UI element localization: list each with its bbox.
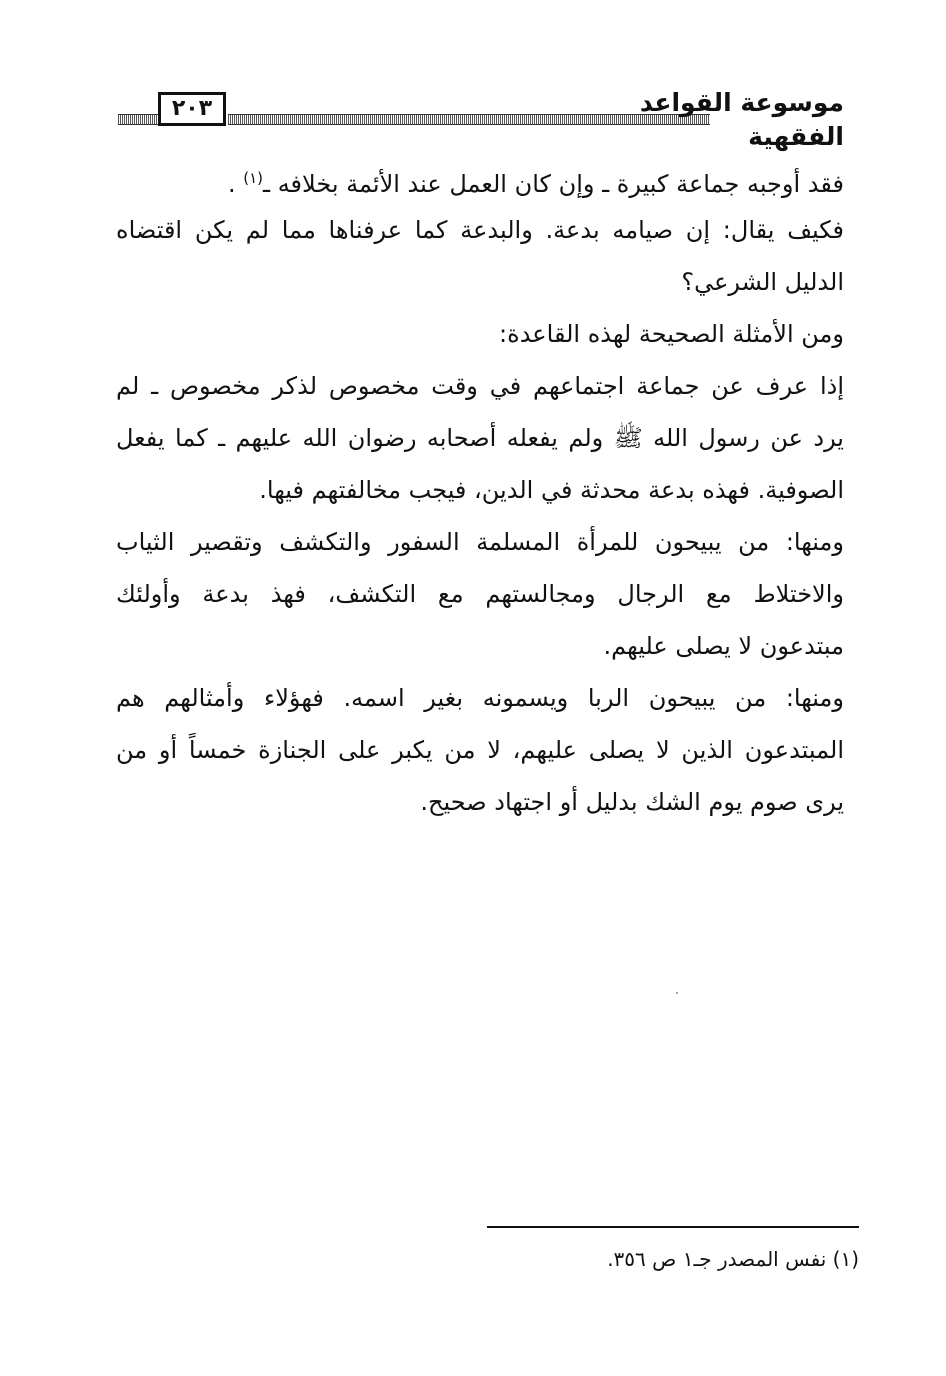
text-line: ومن الأمثلة الصحيحة لهذه القاعدة:: [499, 320, 844, 348]
text-line: فكيف يقال: إن صيامه بدعة. والبدعة كما عرفناها مما لم يكن اقتضاه: [116, 216, 844, 244]
main-text: [116, 152, 844, 828]
page-number: ٢٠٣: [158, 92, 226, 126]
text-line: المبتدعون الذين لا يصلى عليهم، لا من يكبر على الجنازة خمساً أو من: [116, 736, 844, 764]
text-line: يرى صوم يوم الشك بدليل أو اجتهاد صحيح.: [420, 788, 844, 816]
stray-mark: [676, 992, 678, 994]
line-end: .: [227, 170, 244, 198]
text-line: الدليل الشرعي؟: [681, 268, 844, 296]
text-line: [116, 152, 844, 204]
line-text: فقد أوجبه جماعة كبيرة ـ وإن كان العمل عند الأئمة بخلافه ـ: [263, 170, 844, 198]
running-title: موسوعة القواعد الفقهية: [639, 88, 844, 151]
page-header: [118, 86, 844, 151]
header-rule-left: [118, 114, 158, 125]
footnote: (١) نفس المصدر جـ١ ص ٣٥٦.: [607, 1247, 859, 1271]
text-line: والاختلاط مع الرجال ومجالستهم مع التكشف، فهذ بدعة وأولئك: [116, 580, 844, 608]
text-line: ومنها: من يبيحون للمرأة المسلمة السفور والتكشف وتقصير الثياب: [116, 528, 844, 556]
text-line: الصوفية. فهذه بدعة محدثة في الدين، فيجب مخالفتهم فيها.: [259, 476, 844, 504]
text-line: مبتدعون لا يصلى عليهم.: [603, 632, 844, 660]
text-line: إذا عرف عن جماعة اجتماعهم في وقت مخصوص لذكر مخصوص ـ لم: [116, 372, 844, 400]
footnote-separator: [487, 1226, 859, 1228]
footnote-marker: (١): [243, 169, 264, 187]
text-line: يرد عن رسول الله ﷺ ولم يفعله أصحابه رضوان الله عليهم ـ كما يفعل: [116, 424, 844, 452]
text-line: ومنها: من يبيحون الربا ويسمونه بغير اسمه. فهؤلاء وأمثالهم هم: [116, 684, 844, 712]
